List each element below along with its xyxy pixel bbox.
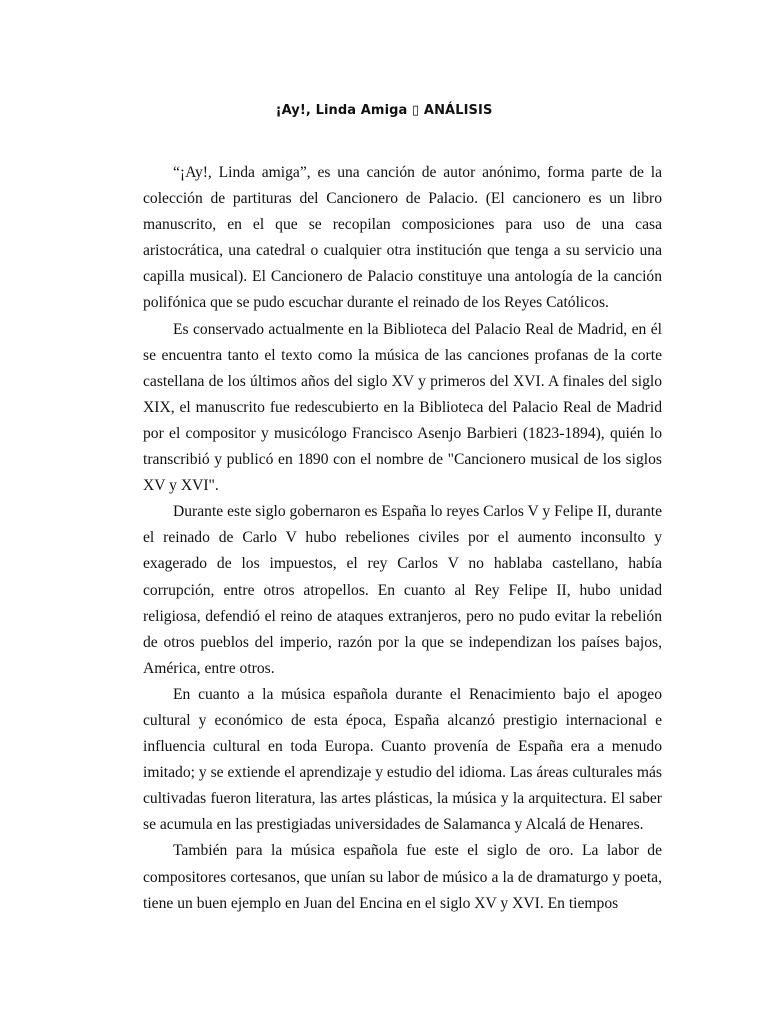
paragraph-biblioteca: Es conservado actualmente en la Biblioteca del Palacio Real de Madrid, en él se encuentra tanto el texto como la música de las canciones profanas de la corte castellana de los últimos años del siglo XV y primeros del XVI. A finales del siglo XIX, el manuscrito fue redescubierto en la Biblioteca del Palacio Real de Madrid por el compositor y musicólogo Francisco Asenjo Barbieri (1823-1894), quién lo transcribió y publicó en 1890 con el nombre de "Cancionero musical de los siglos XV y XVI". bbox=[143, 320, 662, 495]
paragraph-siglo-de-oro: También para la música española fue este el siglo de oro. La labor de compositores cortesanos, que unían su labor de músico a la de dramaturgo y poeta, tiene un buen ejemplo en Juan del Encina en el siglo XV y XVI. En tiempos bbox=[143, 842, 662, 912]
paragraph-reyes: Durante este siglo gobernaron es España lo reyes Carlos V y Felipe II, durante el reinado de Carlo V hubo rebeliones civiles por el aumento inconsulto y exagerado de los impuestos, el rey Carlos V no hablaba castellano, había corrupción, entre otros atropellos. En cuanto al Rey Felipe II, hubo unidad religiosa, defendió el reino de ataques extranjeros, pero no pudo evitar la rebelión de otros pueblos del imperio, razón por la que se independizan los países bajos, América, entre otros. bbox=[143, 503, 662, 677]
document-body bbox=[143, 160, 662, 917]
paragraph-renacimiento: En cuanto a la música española durante el Renacimiento bajo el apogeo cultural y económico de esta época, España alcanzó prestigio internacional e influencia cultural en toda Europa. Cuanto provenía de España era a menudo imitado; y se extiende el aprendizaje y estudio del idioma. Las áreas culturales más cultivadas fueron literatura, las artes plásticas, la música y la arquitectura. El saber se acumula en las prestigiadas universidades de Salamanca y Alcalá de Henares. bbox=[143, 685, 662, 834]
document-title: ¡Ay!, Linda Amiga ▯ ANÁLISIS bbox=[275, 103, 493, 118]
paragraph-cancionero-intro: “¡Ay!, Linda amiga”, es una canción de autor anónimo, forma parte de la colección de partituras del Cancionero de Palacio. (El cancionero es un libro manuscrito, en el que se recopilan composiciones para uso de una casa aristocrática, una catedral o cualquier otra institución que tenga a su servicio una capilla musical). El Cancionero de Palacio constituye una antología de la canción polifónica que se pudo escuchar durante el reinado de los Reyes Católicos. bbox=[143, 164, 662, 312]
